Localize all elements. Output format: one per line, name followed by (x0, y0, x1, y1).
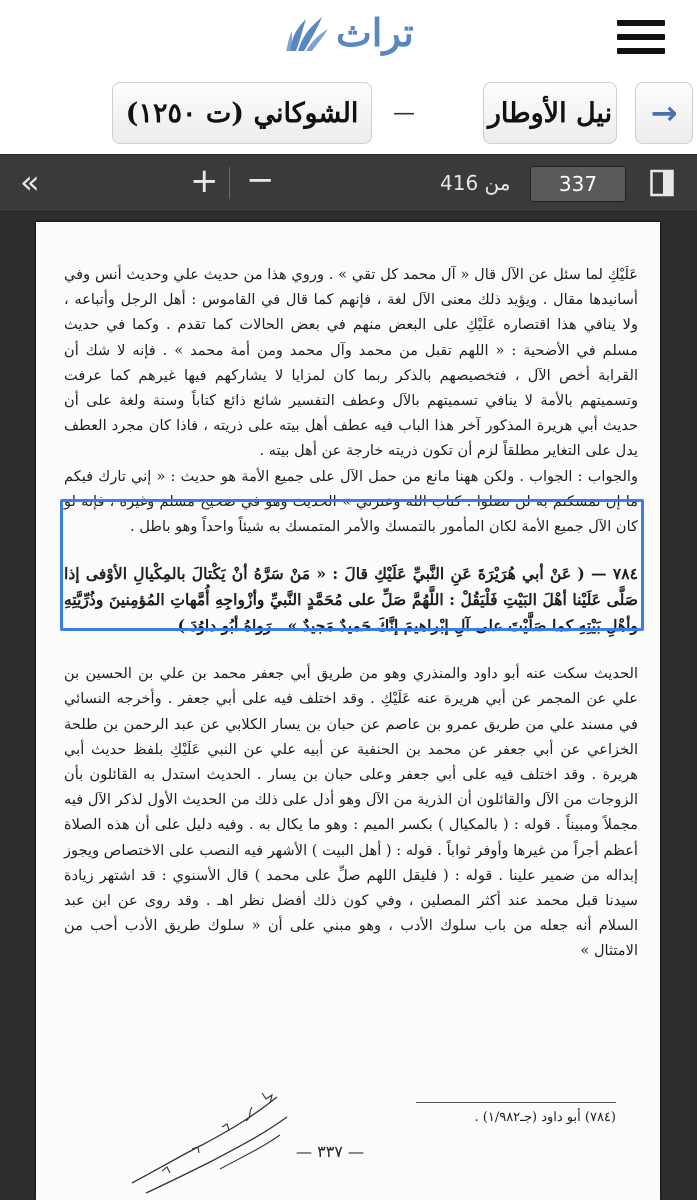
viewer-toolbar (0, 154, 697, 212)
logo-leaves-icon (284, 11, 330, 55)
book-title-label: نيل الأوطار (487, 97, 613, 129)
footnote: (٧٨٤) أبو داود (جـ١/٩٨٢) . (474, 1110, 616, 1125)
page-text (64, 262, 638, 964)
printed-page-number: — ٣٣٧ — (296, 1142, 364, 1161)
sidebar-toggle-icon[interactable] (650, 169, 674, 197)
author-button[interactable] (112, 82, 372, 144)
title-separator: — (393, 101, 415, 126)
app-logo[interactable] (284, 6, 414, 60)
handwritten-margin-note (102, 1087, 292, 1197)
hadith-784: ٧٨٤ — ( عَنْ أبي هُرَيْرَةَ عَنِ النَّبيِّ عَلَيْكِ قالَ : « مَنْ سَرَّهُ أنْ يَكْتالَ بالمِكْيالِ الأوْفى إذا صَلَّى عَلَيْنا أهْلَ البَيْتِ فَلْيَقُلْ : اللَّهُمَّ صَلِّ على مُحَمَّدٍ النَّبيِّ وأزْواجِهِ أُمَّهاتِ المُؤمِنينَ وذُرِّيَّتِهِ وأهْلِ بَيْتِهِ كما صَلَّيْتَ على آلِ إبْراهيمَ إنَّكَ حَميدٌ مَجيدٌ » . رَواهُ أبُو داوُدَ ) . (64, 564, 638, 636)
menu-hamburger-icon[interactable] (617, 20, 665, 58)
zoom-in-icon[interactable]: + (190, 161, 219, 201)
paragraph-answer: والجواب : الجواب . ولكن ههنا مانع من حمل الآل على جميع الأمة هو حديث : « إني تارك فيكم ما إن تمسكتم به لن تضلوا : كتاب الله وعترتي » الحديث وهو في صحيح مسلم وغيره ، فإنه لو كان الآل جميع الأمة لكان المأمور بالتمسك والأمر المتمسك به شيئاً واحداً وهو باطل . (64, 467, 638, 536)
app-header (0, 0, 697, 74)
document-viewer[interactable] (0, 212, 697, 1200)
arrow-right-icon: → (650, 94, 678, 132)
author-label: الشوكاني (ت ١٢٥٠) (125, 97, 359, 129)
paragraph-al-meaning: عَلَيْكِ لما سئل عن الآل قال « آل محمد كل تقي » . وروي هذا من حديث علي وحديث أنس وفي أسانيدها مقال . ويؤيد ذلك معنى الآل لغة ، فإنهم كما قال في القاموس : أهل الرجل وأتباعه ، ولا ينافي هذا اقتصاره عَلَيْكِ على البعض منهم في بعض الحالات كما تقدم . وكما في حديث مسلم في الأضحية : « اللهم تقبل من محمد وآل محمد ومن أمة محمد » . فإنه لا شك أن القرابة أخص الآل ، فتخصيصهم بالذكر ربما كان لمزايا لا يشاركهم فيها غيرهم كما عرفت وتسميتهم بالأمة لا ينافي تسميتهم بالآل وعطف التفسير شائع ذائع كتاباً وسنة ولغة على أن حديث أبي هريرة المذكور آخر هذا الباب فيه عطف أهل بيته على ذريته ، فاذا كان مجرد العطف يدل على التغاير مطلقاً لزم أن تكون ذريته خارجة عن أهل بيته . (64, 266, 638, 460)
app-logo-text: تراث (336, 10, 414, 55)
book-title-button[interactable] (483, 82, 617, 144)
zoom-out-icon[interactable]: − (246, 160, 275, 200)
page-number-input[interactable] (530, 166, 626, 202)
toolbar-divider (229, 167, 230, 199)
total-pages-label: من 416 (440, 171, 511, 195)
book-bar (0, 74, 697, 154)
paragraph-commentary: الحديث سكت عنه أبو داود والمنذري وهو من طريق أبي جعفر محمد بن علي بن الحسين بن علي عن المجمر عن أبي هريرة عنه عَلَيْكِ . وقد اختلف فيه على أبي جعفر . وأخرجه النسائي في مسند علي من طريق عمرو بن عاصم عن حبان بن يسار الكلابي عن عبد الرحمن بن طلحة الخزاعي عن أبي جعفر عن محمد بن الحنفية عن أبيه علي عن النبي عَلَيْكِ بلفظ حديث أبي هريرة . وقد اختلف فيه على أبي جعفر وعلى حبان بن يسار . الحديث استدل به القائلون بأن الزوجات من الآل والقائلون أن الذرية من الآل وهو أدل على ذلك من الحديث الأول لذكر الآل فيه مجملاً ومبيناً . قوله : ( بالمكيال ) بكسر الميم : وهو ما يكال به . وفيه دليل على أن هذه الصلاة أعظم أجراً من غيرها وأوفر ثواباً . قوله : ( أهل البيت ) الأشهر فيه النصب على الاختصاص ويجوز إبداله من ضمير علينا . قوله : ( فليقل اللهم صلِّ على محمد ) قال الأسنوي : قد اشتهر زيادة سيدنا قبل محمد عند أكثر المصلين ، وفي كون ذلك أفضل نظر اهـ . وقد روى عن ابن عبد السلام أنه جعله من باب سلوك الأدب ، وهو مبني على أن « سلوك طريق الأدب أحب من الامتثال » (64, 665, 638, 960)
footnote-divider (416, 1102, 616, 1103)
collapse-double-chevron-icon[interactable]: « (20, 163, 32, 201)
back-arrow-button[interactable] (635, 82, 693, 144)
scanned-page (36, 222, 660, 1200)
handwriting-scribble (102, 1087, 292, 1197)
